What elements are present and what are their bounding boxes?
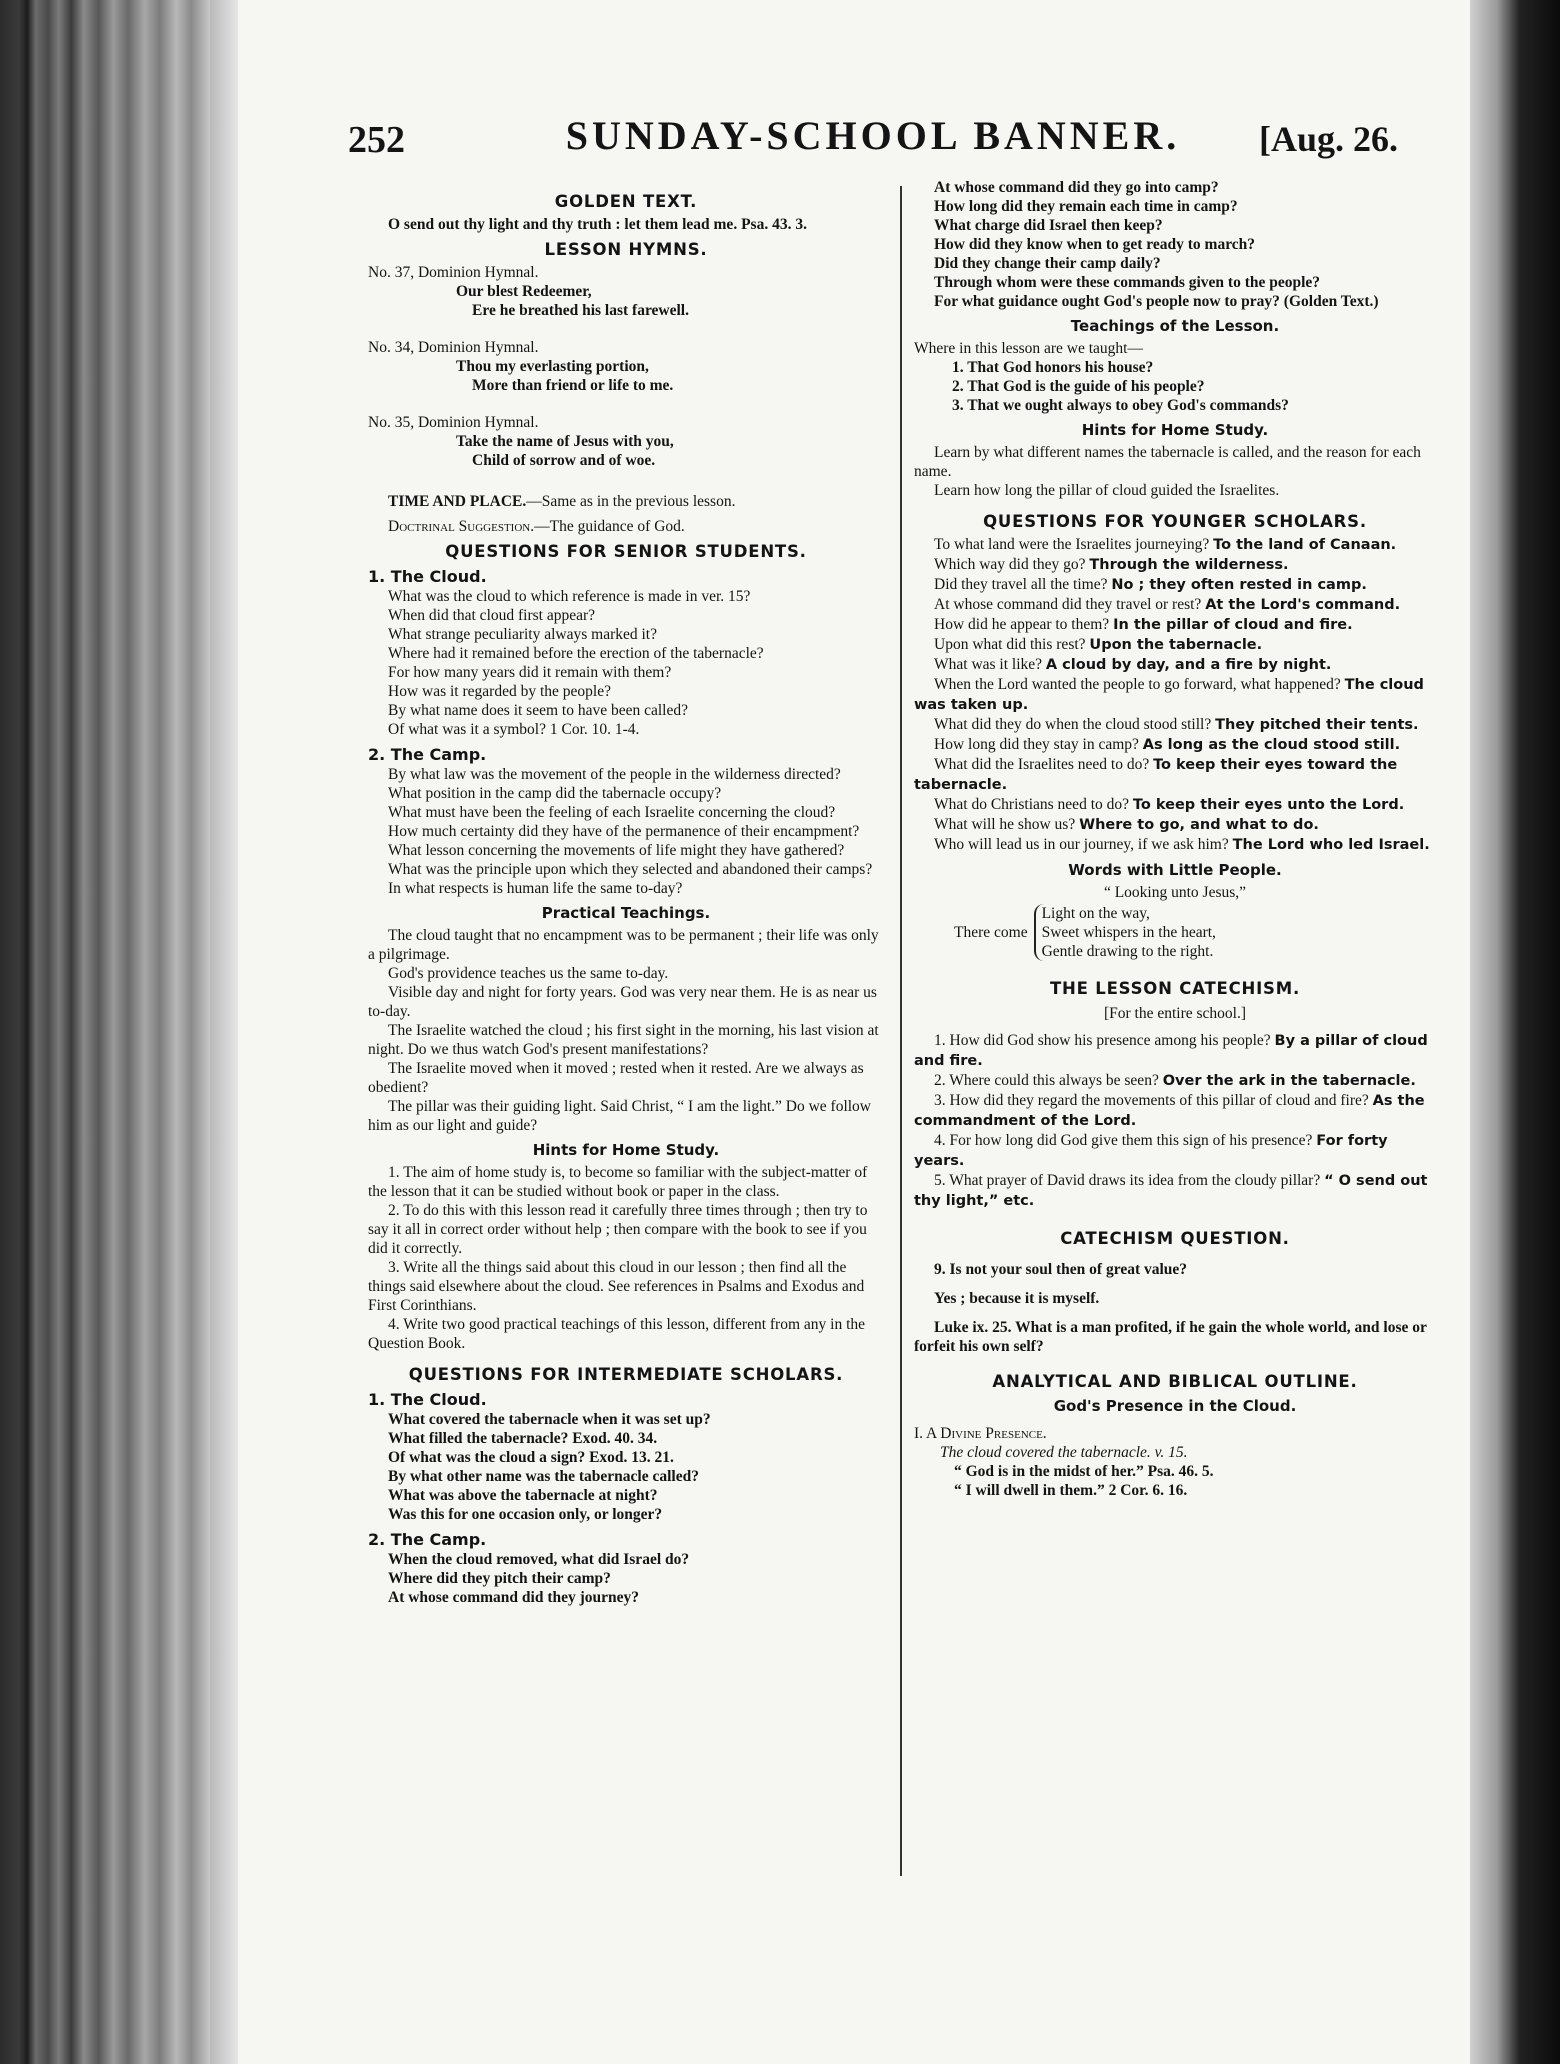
catechism-answer: Yes ; because it is myself. [934, 1290, 1100, 1307]
question: How did they know when to get ready to march? [934, 236, 1256, 253]
question-text: Who will lead us in our journey, if we ask him? [934, 836, 1229, 853]
question: What charge did Israel then keep? [934, 217, 1163, 234]
question-text: What was it like? [934, 656, 1043, 673]
question: What strange peculiarity always marked it? [388, 626, 657, 643]
senior-heading: QUESTIONS FOR SENIOR STUDENTS. [445, 542, 807, 561]
question-text: At whose command did they travel or rest? [934, 596, 1202, 613]
intermediate-camp-heading: 2. The Camp. [368, 1530, 487, 1549]
qa-item [914, 655, 1436, 675]
question: At whose command did they journey? [388, 1589, 640, 1606]
catechism-question: 9. Is not your soul then of great value? [934, 1261, 1188, 1278]
answer-text: They pitched their tents. [1215, 717, 1419, 733]
catechism-a: As the commandment of the Lord. [914, 1093, 1425, 1129]
question: What was the principle upon which they selected and abandoned their camps? [388, 861, 873, 878]
qa-item [914, 595, 1436, 615]
question: When the cloud removed, what did Israel do? [388, 1551, 690, 1568]
question: When did that cloud first appear? [388, 607, 596, 624]
question-text: Upon what did this rest? [934, 636, 1086, 653]
page [238, 0, 1470, 2064]
book-spine [0, 0, 210, 2064]
hymn-line-1: Thou my everlasting portion, [456, 358, 649, 375]
qa-item [914, 535, 1436, 555]
hymn-number: No. 34, Dominion Hymnal. [368, 339, 539, 356]
hymn-line-2: Child of sorrow and of woe. [472, 452, 656, 469]
doctrinal-text: —The guidance of God. [534, 518, 685, 535]
question: By what other name was the tabernacle called? [388, 1468, 699, 1485]
question-text: How long did they stay in camp? [934, 736, 1139, 753]
hymn-lines [456, 432, 884, 470]
hymn-number: No. 35, Dominion Hymnal. [368, 414, 539, 431]
question: Did they change their camp daily? [934, 255, 1161, 272]
hymn-gap [368, 399, 884, 409]
teaching-para: God's providence teaches us the same to-day. [388, 965, 669, 982]
catechism-a: By a pillar of cloud and fire. [914, 1033, 1428, 1069]
question-text: When the Lord wanted the people to go forward, what happened? [934, 676, 1341, 693]
left-hints [368, 1163, 884, 1353]
question: What filled the tabernacle? Exod. 40. 34. [388, 1430, 658, 1447]
question: What lesson concerning the movements of life might they have gathered? [388, 842, 845, 859]
catechism-q: 1. How did God show his presence among his people? [934, 1032, 1271, 1049]
intermediate-heading: QUESTIONS FOR INTERMEDIATE SCHOLARS. [408, 1365, 844, 1384]
next-page-edge [1470, 0, 1560, 2064]
hymn-entry [368, 338, 884, 395]
qa-item [914, 755, 1436, 795]
brace-line: Gentle drawing to the right. [1041, 943, 1214, 960]
teaching-para: The pillar was their guiding light. Said Christ, “ I am the light.” Do we follow him as our light and guide? [368, 1098, 871, 1134]
catechism-q: 3. How did they regard the movements of this pillar of cloud and fire? [934, 1092, 1369, 1109]
question: At whose command did they go into camp? [934, 179, 1219, 196]
question: Was this for one occasion only, or longer? [388, 1506, 663, 1523]
question-text: Which way did they go? [934, 556, 1086, 573]
time-and-place-text: —Same as in the previous lesson. [526, 493, 736, 510]
outline-ref-2: “ God is in the midst of her.” Psa. 46. 5. [954, 1463, 1214, 1480]
answer-text: Upon the tabernacle. [1089, 637, 1263, 653]
question: How was it regarded by the people? [388, 683, 611, 700]
qa-item [914, 735, 1436, 755]
catechism-item [914, 1071, 1436, 1091]
intermediate-cloud-heading: 1. The Cloud. [368, 1390, 487, 1409]
time-and-place-label: TIME AND PLACE. [388, 493, 527, 510]
hymn-lines [456, 282, 884, 320]
hymn-entry [368, 263, 884, 320]
hymn-line-1: Our blest Redeemer, [456, 283, 592, 300]
question: How long did they remain each time in camp? [934, 198, 1238, 215]
hymn-line-1: Take the name of Jesus with you, [456, 433, 674, 450]
answer-text: To the land of Canaan. [1213, 537, 1397, 553]
right-hints-heading: Hints for Home Study. [1081, 421, 1269, 439]
hint-para: Learn how long the pillar of cloud guided the Israelites. [934, 482, 1280, 499]
question: In what respects is human life the same to-day? [388, 880, 683, 897]
teaching-item: 1. That God honors his house? [952, 359, 1154, 376]
golden-text-heading: GOLDEN TEXT. [554, 192, 698, 211]
brace-line: Sweet whispers in the heart, [1041, 924, 1216, 941]
hymn-line-2: More than friend or life to me. [472, 377, 674, 394]
page-number: 252 [348, 119, 405, 161]
qa-item [914, 815, 1436, 835]
answer-text: In the pillar of cloud and fire. [1113, 617, 1353, 633]
practical-heading: Practical Teachings. [541, 904, 711, 922]
answer-text: The cloud was taken up. [914, 677, 1424, 713]
lesson-hymns-heading: LESSON HYMNS. [544, 240, 708, 259]
journal-title: SUNDAY-SCHOOL BANNER. [565, 113, 1181, 158]
page-header [348, 112, 1398, 168]
teaching-para: Visible day and night for forty years. God was very near them. He is as near us to-day. [368, 984, 877, 1020]
practical-teachings [368, 926, 884, 1135]
answer-text: A cloud by day, and a fire by night. [1045, 657, 1332, 673]
senior-camp-heading: 2. The Camp. [368, 745, 487, 764]
answer-text: To keep their eyes unto the Lord. [1132, 797, 1405, 813]
header-date: [Aug. 26. [1258, 119, 1398, 159]
senior-cloud-heading: 1. The Cloud. [368, 567, 487, 586]
catechism-item [914, 1031, 1436, 1071]
question: By what law was the movement of the people in the wilderness directed? [388, 766, 841, 783]
catechism-heading: THE LESSON CATECHISM. [1049, 979, 1301, 998]
time-and-place [368, 492, 884, 511]
teachings-intro: Where in this lesson are we taught— [914, 340, 1143, 357]
luke-reference: Luke ix. 25. What is a man profited, if he gain the whole world, and lose or forfeit his own self? [914, 1319, 1427, 1355]
question: What covered the tabernacle when it was set up? [388, 1411, 711, 1428]
catechism-list [914, 1031, 1436, 1211]
intermediate-camp-questions [368, 1550, 884, 1607]
page-gutter [210, 0, 238, 2064]
catechism-q: 2. Where could this always be seen? [934, 1072, 1159, 1089]
question-text: Did they travel all the time? [934, 576, 1108, 593]
hint-para: 1. The aim of home study is, to become so familiar with the subject-matter of the lesson that it can be studied without book or paper in the class. [368, 1164, 868, 1200]
catechism-item [914, 1131, 1436, 1171]
left-column [368, 186, 884, 2006]
catechism-item [914, 1171, 1436, 1211]
answer-text: As long as the cloud stood still. [1142, 737, 1401, 753]
question: For how many years did it remain with them? [388, 664, 672, 681]
intermediate-cloud-questions [368, 1410, 884, 1524]
teachings-heading: Teachings of the Lesson. [1070, 317, 1280, 335]
hymn-gap [368, 324, 884, 334]
question: Where had it remained before the erection of the tabernacle? [388, 645, 764, 662]
brace-lines [1034, 904, 1216, 961]
doctrinal-suggestion [368, 517, 884, 536]
hymn-entry [368, 413, 884, 470]
qa-item [914, 575, 1436, 595]
continued-questions [914, 178, 1436, 311]
teachings-list [914, 358, 1436, 415]
outline-heading: ANALYTICAL AND BIBLICAL OUTLINE. [992, 1372, 1358, 1391]
outline-ref-3: “ I will dwell in them.” 2 Cor. 6. 16. [954, 1482, 1188, 1499]
question-text: To what land were the Israelites journeying? [934, 536, 1210, 553]
question: Of what was the cloud a sign? Exod. 13. 21. [388, 1449, 674, 1466]
doctrinal-label: Doctrinal Suggestion. [388, 518, 535, 535]
right-column [914, 178, 1436, 1998]
question-text: How did he appear to them? [934, 616, 1110, 633]
qa-item [914, 835, 1436, 855]
question: Through whom were these commands given to the people? [934, 274, 1321, 291]
catechism-sub: [For the entire school.] [1103, 1005, 1247, 1022]
answer-text: To keep their eyes toward the tabernacle. [914, 757, 1398, 793]
question: How much certainty did they have of the permanence of their encampment? [388, 823, 860, 840]
catechism-q: 4. For how long did God give them this sign of his presence? [934, 1132, 1313, 1149]
hint-para: 4. Write two good practical teachings of this lesson, different from any in the Question Book. [368, 1316, 866, 1352]
hint-para: 3. Write all the things said about this cloud in our lesson ; then find all the things said elsewhere about the cloud. See references in Psalms and Exodus and First Corinthians. [368, 1259, 865, 1314]
answer-text: Where to go, and what to do. [1079, 817, 1319, 833]
words-block [954, 904, 1436, 961]
hymn-line-2: Ere he breathed his last farewell. [472, 302, 689, 319]
outline-ref-1: The cloud covered the tabernacle. v. 15. [940, 1444, 1188, 1461]
hymn-number: No. 37, Dominion Hymnal. [368, 264, 539, 281]
golden-text: O send out thy light and thy truth : let them lead me. Psa. 43. 3. [388, 216, 807, 233]
qa-item [914, 555, 1436, 575]
question: What was above the tabernacle at night? [388, 1487, 658, 1504]
words-line: “ Looking unto Jesus,” [1103, 884, 1247, 901]
teaching-item: 3. That we ought always to obey God's commands? [952, 397, 1289, 414]
teaching-para: The Israelite watched the cloud ; his first sight in the morning, his last vision at night. Do we thus watch God's present manifestations? [368, 1022, 879, 1058]
outline-point: I. A Divine Presence. [914, 1425, 1047, 1442]
qa-item [914, 615, 1436, 635]
catechism-question-heading: CATECHISM QUESTION. [1060, 1229, 1290, 1248]
catechism-a: Over the ark in the tabernacle. [1162, 1073, 1416, 1089]
senior-cloud-questions [368, 587, 884, 739]
teaching-para: The cloud taught that no encampment was to be permanent ; their life was only a pilgrimage. [368, 927, 879, 963]
qa-item [914, 635, 1436, 655]
question-text: What will he show us? [934, 816, 1076, 833]
left-hints-heading: Hints for Home Study. [532, 1141, 720, 1159]
catechism-item [914, 1091, 1436, 1131]
catechism-a: For forty years. [914, 1133, 1388, 1169]
answer-text: At the Lord's command. [1205, 597, 1401, 613]
hint-para: 2. To do this with this lesson read it carefully three times through ; then try to say it all in correct order without help ; then compare with the book to see if you did it correctly. [368, 1202, 868, 1257]
question: By what name does it seem to have been called? [388, 702, 688, 719]
answer-text: No ; they often rested in camp. [1111, 577, 1367, 593]
question: What was the cloud to which reference is made in ver. 15? [388, 588, 751, 605]
right-hints [914, 443, 1436, 500]
hymn-lines [456, 357, 884, 395]
column-divider [900, 186, 902, 1876]
brace-line: Light on the way, [1041, 905, 1150, 922]
there-come: There come [954, 924, 1028, 941]
question: What must have been the feeling of each Israelite concerning the cloud? [388, 804, 836, 821]
hymn-list [368, 263, 884, 484]
answer-text: Through the wilderness. [1089, 557, 1289, 573]
catechism-q: 5. What prayer of David draws its idea from the cloudy pillar? [934, 1172, 1321, 1189]
hint-para: Learn by what different names the tabernacle is called, and the reason for each name. [914, 444, 1421, 480]
question: What position in the camp did the tabernacle occupy? [388, 785, 722, 802]
qa-item [914, 715, 1436, 735]
senior-camp-questions [368, 765, 884, 898]
question-text: What did the Israelites need to do? [934, 756, 1150, 773]
teaching-para: The Israelite moved when it moved ; rested when it rested. Are we always as obedient? [368, 1060, 864, 1096]
teaching-item: 2. That God is the guide of his people? [952, 378, 1205, 395]
question-text: What did they do when the cloud stood still? [934, 716, 1212, 733]
qa-item [914, 675, 1436, 715]
question-text: What do Christians need to do? [934, 796, 1129, 813]
qa-item [914, 795, 1436, 815]
catechism-a: “ O send out thy light,” etc. [914, 1173, 1428, 1209]
question: For what guidance ought God's people now to pray? (Golden Text.) [934, 293, 1379, 310]
words-heading: Words with Little People. [1068, 861, 1282, 879]
question: Where did they pitch their camp? [388, 1570, 611, 1587]
younger-questions [914, 535, 1436, 855]
question: Of what was it a symbol? 1 Cor. 10. 1-4. [388, 721, 640, 738]
answer-text: The Lord who led Israel. [1232, 837, 1430, 853]
hymn-gap [368, 474, 884, 484]
younger-heading: QUESTIONS FOR YOUNGER SCHOLARS. [983, 512, 1367, 531]
outline-sub: God's Presence in the Cloud. [1053, 1397, 1297, 1415]
